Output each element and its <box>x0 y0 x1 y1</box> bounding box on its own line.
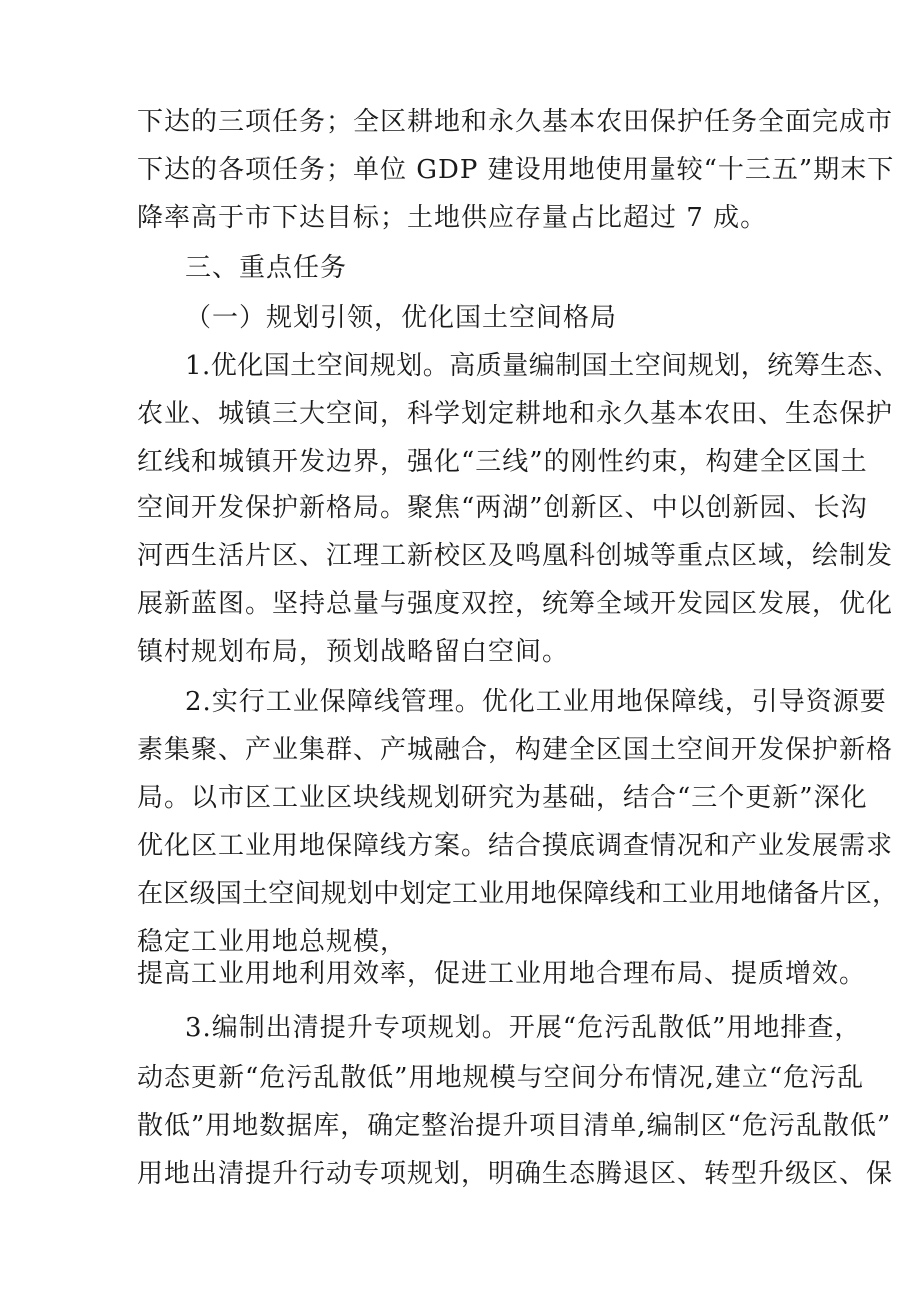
item2-line-1: 2.实行工业保障线管理。优化工业用地保障线，引导资源要 <box>185 687 887 717</box>
item1-line-2: 农业、城镇三大空间，科学划定耕地和永久基本农田、生态保护 <box>137 399 894 429</box>
item1-line-4: 空间开发保护新格局。聚焦“两湖”创新区、中以创新园、长沟 <box>137 493 868 523</box>
section-heading: 三、重点任务 <box>185 253 348 283</box>
item2-line-4: 优化区工业用地保障线方案。结合摸底调查情况和产业发展需求 <box>137 831 894 861</box>
item3-line-3: 散低”用地数据库，确定整治提升项目清单,编制区“危污乱散低” <box>137 1111 892 1141</box>
intro-line-1: 下达的三项任务；全区耕地和永久基本农田保护任务全面完成市 <box>137 107 894 137</box>
item1-line-6: 展新蓝图。坚持总量与强度双控，统筹全域开发园区发展，优化 <box>137 589 894 619</box>
item2-line-6: 稳定工业用地总规模， <box>137 927 408 957</box>
intro-line-3: 降率高于市下达目标；土地供应存量占比超过 7 成。 <box>137 203 768 233</box>
item3-line-2: 动态更新“危污乱散低”用地规模与空间分布情况,建立“危污乱 <box>137 1063 865 1093</box>
subsection-heading: （一）规划引领，优化国土空间格局 <box>185 303 618 333</box>
item3-line-1: 3.编制出清提升专项规划。开展“危污乱散低”用地排查， <box>185 1013 862 1043</box>
item2-line-3: 局。以市区工业区块线规划研究为基础，结合“三个更新”深化 <box>137 783 868 813</box>
item2-line-5: 在区级国土空间规划中划定工业用地保障线和工业用地储备片区， <box>137 879 899 909</box>
item1-line-5: 河西生活片区、江理工新校区及鸣凰科创城等重点区域，绘制发 <box>137 541 894 571</box>
item3-line-4: 用地出清提升行动专项规划，明确生态腾退区、转型升级区、保 <box>137 1159 894 1189</box>
item1-line-3: 红线和城镇开发边界，强化“三线”的刚性约束，构建全区国土 <box>137 447 868 477</box>
item1-line-7: 镇村规划布局，预划战略留白空间。 <box>137 637 570 667</box>
item2-line-2: 素集聚、产业集群、产城融合，构建全区国土空间开发保护新格 <box>137 735 894 765</box>
intro-line-2: 下达的各项任务；单位 GDP 建设用地使用量较“十三五”期末下 <box>137 155 895 185</box>
item1-line-1: 1.优化国土空间规划。高质量编制国土空间规划，统筹生态、 <box>185 351 900 381</box>
item2-line-7: 提高工业用地利用效率，促进工业用地合理布局、提质增效。 <box>137 959 867 989</box>
